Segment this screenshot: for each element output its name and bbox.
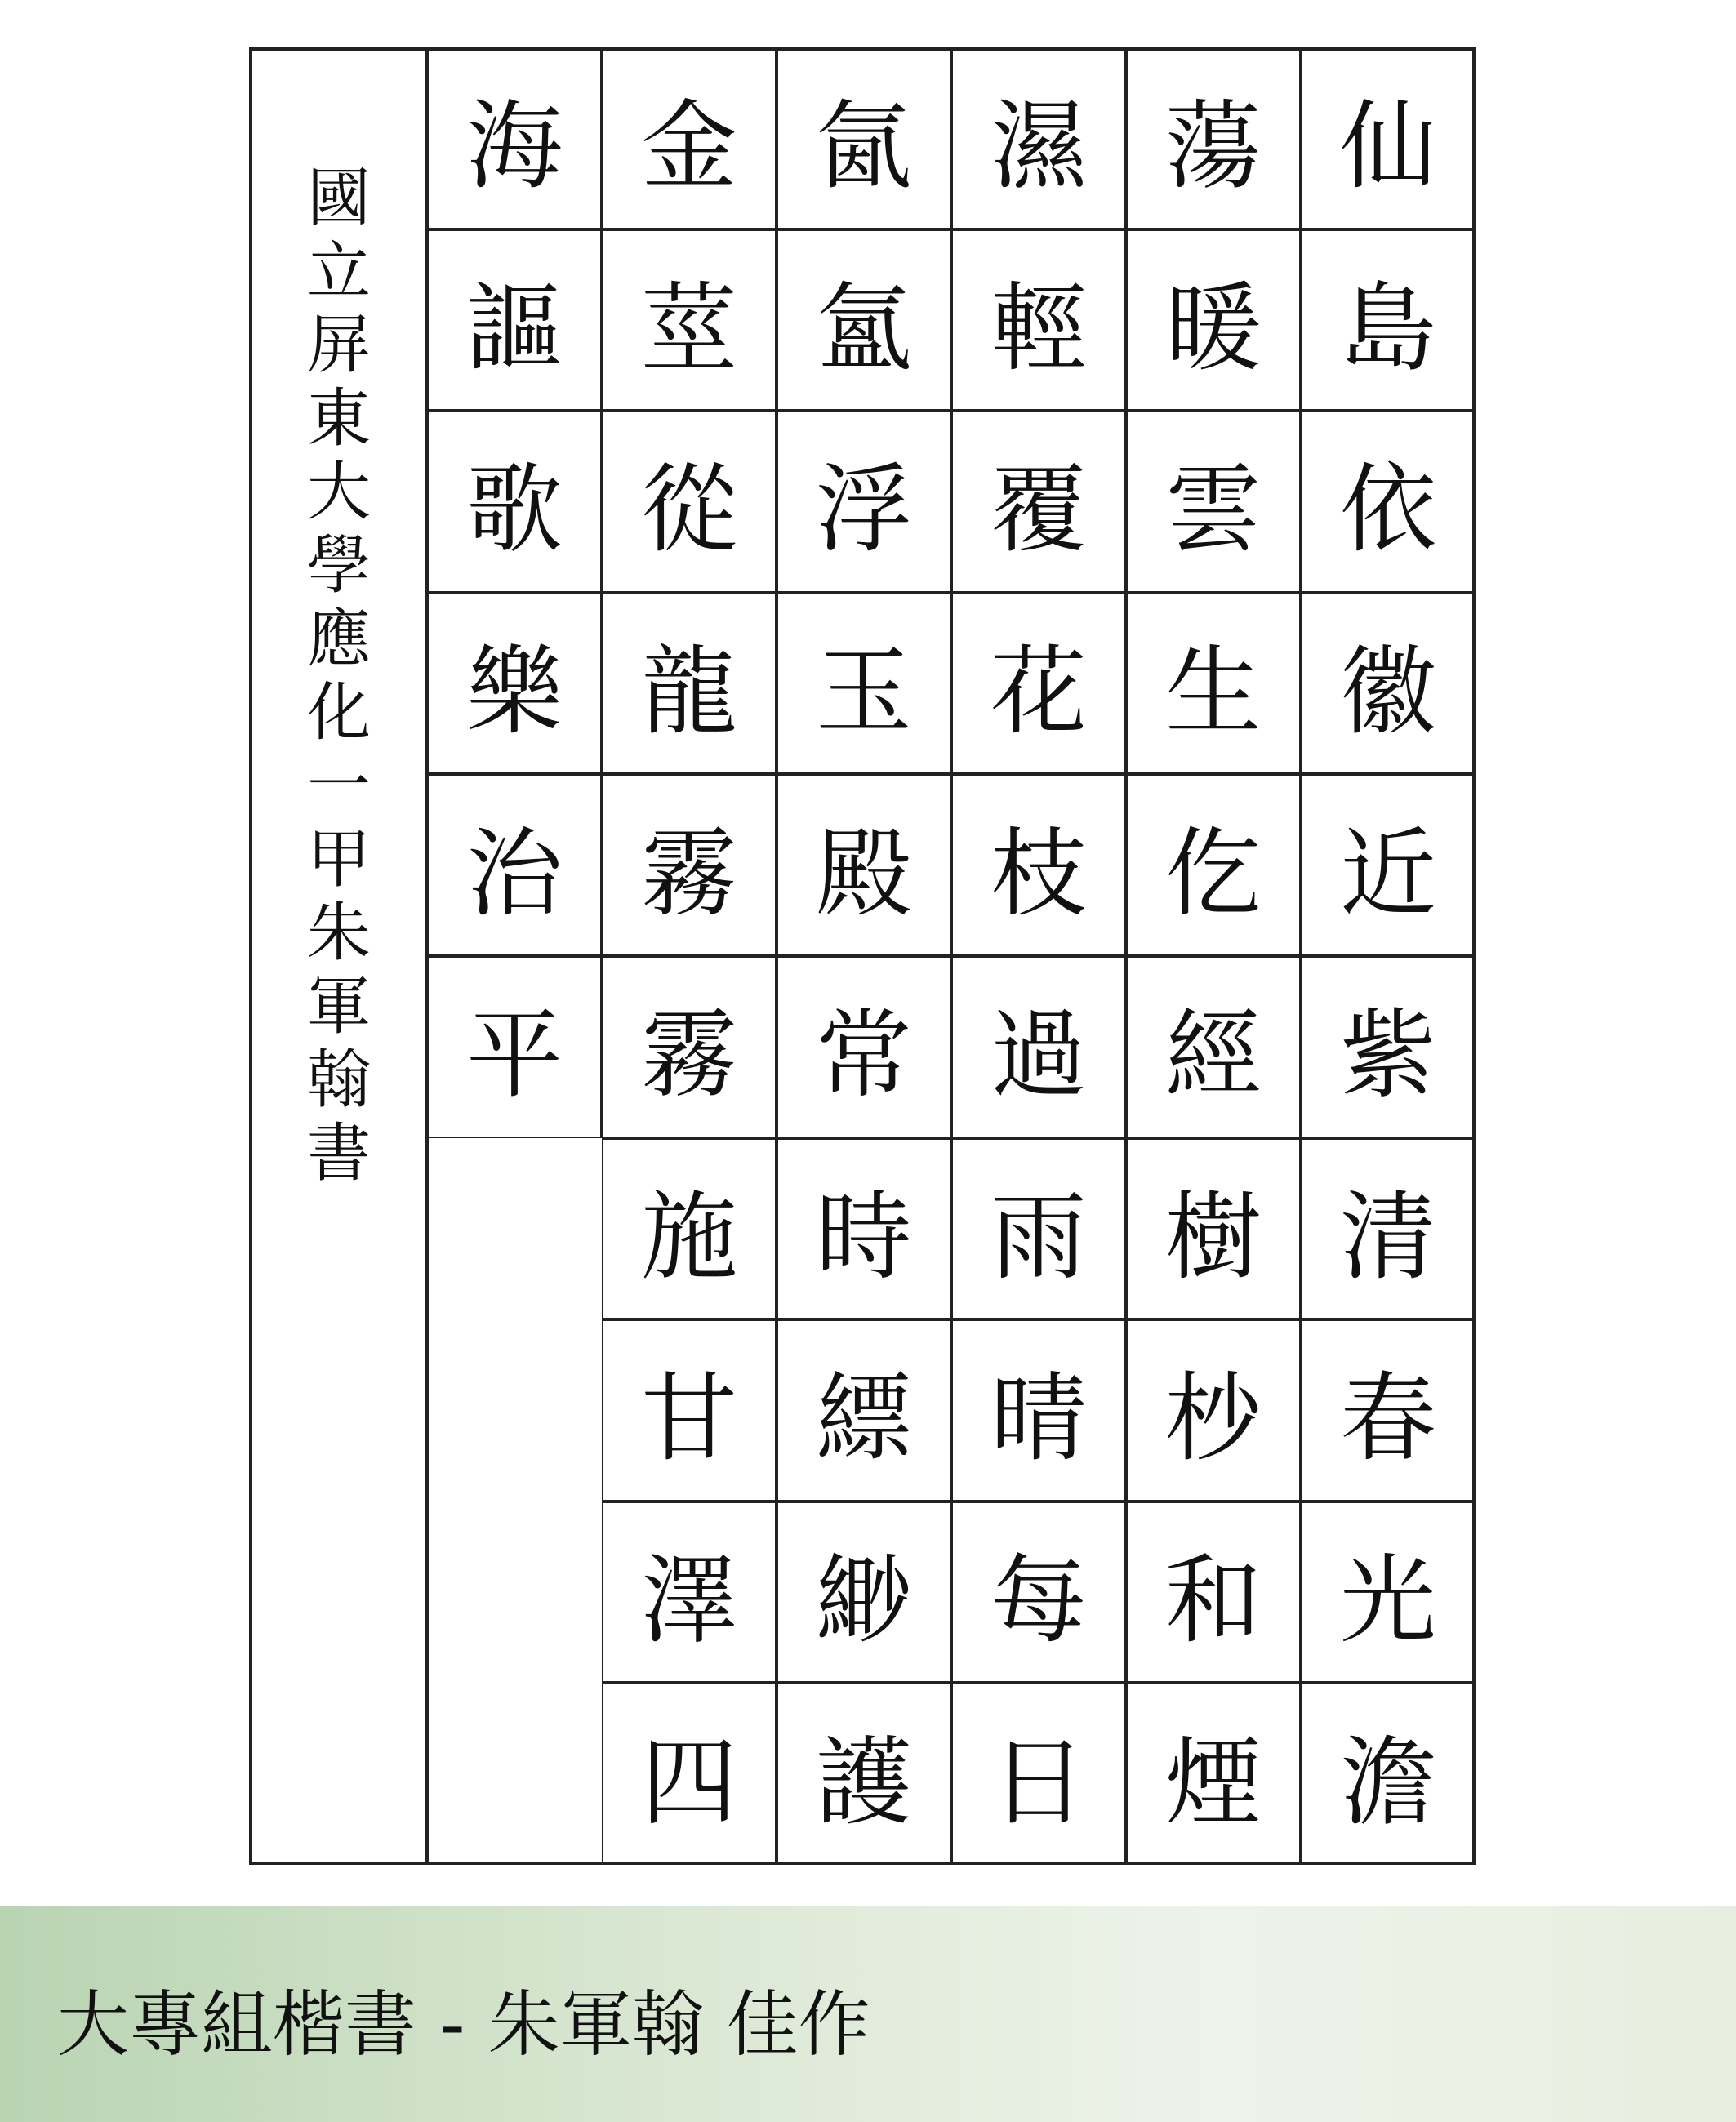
grid-cell: 覆: [951, 411, 1126, 593]
grid-cell: 氳: [777, 229, 951, 411]
grid-cell: 日: [951, 1683, 1126, 1865]
grid-cell: 澤: [602, 1501, 777, 1684]
grid-cell: 雲: [1126, 411, 1301, 593]
signature-char: 學: [306, 529, 371, 603]
grid-cell: 緲: [777, 1501, 951, 1684]
grid-cell: 施: [602, 1138, 777, 1320]
grid-cell: 歌: [427, 411, 602, 593]
grid-cell: 光: [1301, 1501, 1476, 1684]
grid-cell: 四: [602, 1683, 777, 1865]
signature-char: 朱: [306, 896, 371, 970]
signature-column: [249, 47, 429, 1865]
grid-cell: 依: [1301, 411, 1476, 593]
signature-char: 軍: [306, 970, 371, 1043]
grid-cell: 甘: [602, 1319, 777, 1501]
grid-cell: 莖: [602, 229, 777, 411]
grid-cell: 煙: [1126, 1683, 1301, 1865]
grid-cell: 徽: [1301, 593, 1476, 775]
background-texture: [1230, 1915, 1638, 2119]
grid-cell: 近: [1301, 774, 1476, 956]
grid-cell: 暖: [1126, 229, 1301, 411]
grid-cell: 枝: [951, 774, 1126, 956]
signature-text: [249, 162, 429, 1190]
grid-cell: 花: [951, 593, 1126, 775]
grid-cell: 雨: [951, 1138, 1126, 1320]
grid-cell: 常: [777, 956, 951, 1138]
grid-cell: 金: [602, 47, 777, 229]
grid-cell: 從: [602, 411, 777, 593]
grid-cell: 霧: [602, 774, 777, 956]
grid-cell: 治: [427, 774, 602, 956]
signature-char: 東: [306, 382, 371, 456]
grid-cell: 殿: [777, 774, 951, 956]
signature-char: 應: [306, 603, 371, 676]
grid-cell: 澹: [1301, 1683, 1476, 1865]
grid-cell: 輕: [951, 229, 1126, 411]
signature-char: 翰: [306, 1043, 371, 1117]
signature-char: 屏: [306, 309, 371, 382]
grid-cell: 清: [1301, 1138, 1476, 1320]
grid-cell: 玉: [777, 593, 951, 775]
grid-cell: 氤: [777, 47, 951, 229]
signature-char: 甲: [306, 823, 371, 896]
grid-cell: 過: [951, 956, 1126, 1138]
grid-cell: 和: [1126, 1501, 1301, 1684]
grid-cell: 樹: [1126, 1138, 1301, 1320]
signature-char: 立: [306, 235, 371, 309]
grid-cell: 晴: [951, 1319, 1126, 1501]
grid-cell: 杪: [1126, 1319, 1301, 1501]
caption-title: 大專組楷書 - 朱軍翰 佳作: [57, 1982, 870, 2066]
grid-cell: 謳: [427, 229, 602, 411]
grid-cell: 每: [951, 1501, 1126, 1684]
grid-cell: 仡: [1126, 774, 1301, 956]
grid-cell: 時: [777, 1138, 951, 1320]
grid-cell: 紫: [1301, 956, 1476, 1138]
grid-cell: 春: [1301, 1319, 1476, 1501]
grid-cell: 樂: [427, 593, 602, 775]
grid-cell: 海: [427, 47, 602, 229]
grid-cell: 浮: [777, 411, 951, 593]
signature-char: 國: [306, 162, 371, 235]
grid-cell: 島: [1301, 229, 1476, 411]
grid-cell: 經: [1126, 956, 1301, 1138]
signature-char: 化: [306, 676, 371, 750]
signature-char: 大: [306, 456, 371, 529]
grid-cell: 仙: [1301, 47, 1476, 229]
grid-cell: 生: [1126, 593, 1301, 775]
grid-cell: 龍: [602, 593, 777, 775]
grid-cell: 護: [777, 1683, 951, 1865]
grid-cell: 平: [427, 956, 602, 1138]
grid-cell: 濕: [951, 47, 1126, 229]
grid-cell: 蕩: [1126, 47, 1301, 229]
grid-cell: 霧: [602, 956, 777, 1138]
signature-char: 一: [306, 750, 371, 823]
grid-cell: 縹: [777, 1319, 951, 1501]
signature-char: 書: [306, 1117, 371, 1190]
